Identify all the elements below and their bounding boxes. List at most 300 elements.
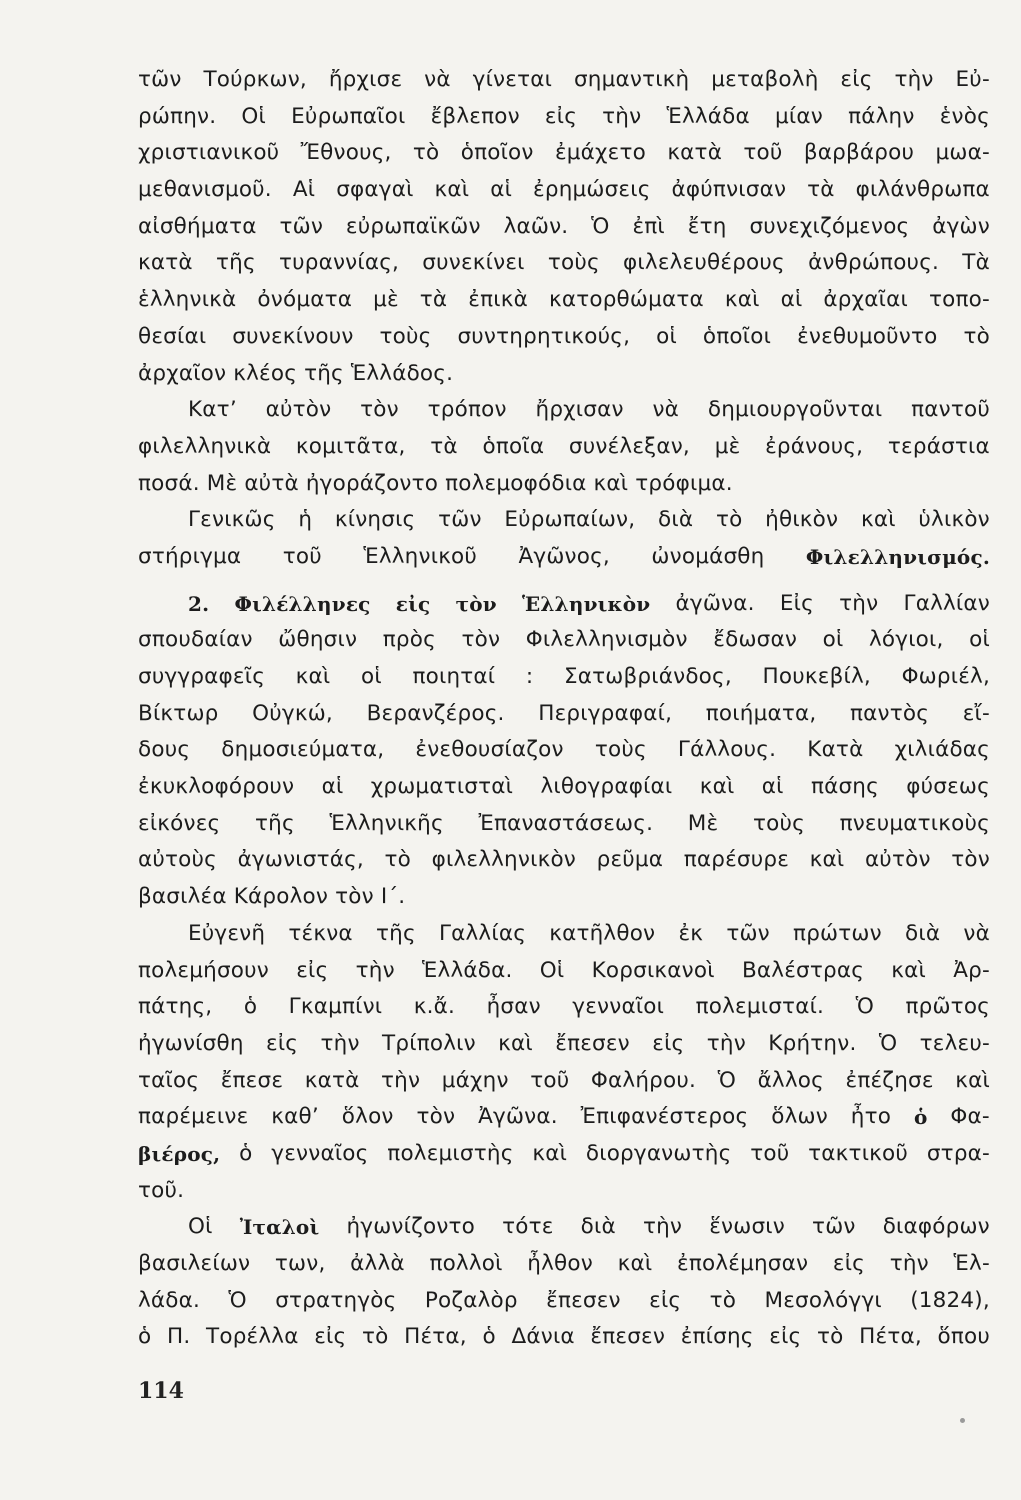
- word: εἰς: [395, 591, 431, 616]
- word: ὑλικὸν: [918, 507, 990, 533]
- word: αὐτὸν: [265, 397, 332, 423]
- word: σημαντικὴ: [573, 67, 690, 92]
- word: Κατ’: [188, 397, 237, 423]
- word: τοὺς: [379, 323, 432, 349]
- word: τὸ: [715, 507, 743, 533]
- word: αἱ: [780, 287, 803, 313]
- word: Ἀγῶνα.: [478, 1104, 558, 1130]
- word: φιλελληνικὰ: [138, 433, 272, 459]
- word: καὶ: [860, 507, 896, 533]
- word: ποιήματα,: [705, 700, 817, 726]
- word: Γαλλίας: [438, 920, 527, 946]
- word: στρα-: [926, 1140, 990, 1166]
- word: τῆς: [375, 920, 416, 946]
- word: Ἑλ-: [953, 1251, 990, 1276]
- word: Μὲ: [206, 470, 238, 496]
- word: ὁ: [239, 1140, 253, 1166]
- word: εἰς: [314, 1324, 347, 1350]
- word: διοργανωτὴς: [585, 1140, 732, 1166]
- word: νὰ: [652, 397, 680, 423]
- word: ἐπολέμησαν: [677, 1251, 809, 1276]
- word: εἰς: [832, 1251, 866, 1276]
- word: ἑνὸς: [939, 103, 990, 129]
- text-line: [138, 1136, 990, 1173]
- word: τῶν: [279, 213, 324, 239]
- word: τὰ: [430, 433, 458, 459]
- word: ἔπεσεν: [590, 1324, 666, 1350]
- word: κατὰ: [667, 140, 723, 166]
- text-line: [138, 1246, 990, 1283]
- word: μεταβολὴ: [711, 67, 819, 92]
- word: Οὐγκώ,: [252, 700, 333, 726]
- word: πολεμήσουν: [138, 957, 269, 983]
- word: τὸν: [416, 1104, 456, 1130]
- word: ὅπου: [937, 1324, 990, 1350]
- word: τὴν: [894, 67, 934, 92]
- text-line: [138, 135, 990, 172]
- word: ἀλλὰ: [350, 1251, 405, 1276]
- word: κ.ἄ.: [413, 994, 456, 1020]
- text-line: [138, 539, 990, 576]
- word: Οἱ: [539, 957, 565, 983]
- word: καὶ: [617, 1251, 653, 1276]
- word: Ἐπαναστάσεως.: [478, 810, 654, 836]
- word: Μὲ: [687, 810, 719, 836]
- word: πολεμισταί.: [695, 994, 825, 1020]
- word: κλέος: [233, 360, 298, 386]
- word: ἠγωνίσθη: [138, 1030, 244, 1056]
- word: πολλοὶ: [429, 1251, 503, 1276]
- word: μάχην: [441, 1067, 509, 1093]
- text-line: [138, 466, 990, 503]
- word: βαρβάρου: [803, 140, 915, 166]
- text-line: [138, 1063, 990, 1100]
- word: τοῦ: [743, 140, 783, 166]
- word: οἱ: [822, 627, 844, 653]
- word: καθ’: [271, 1104, 319, 1130]
- word: Περιγραφαί,: [538, 700, 673, 726]
- word: εἰς: [544, 103, 578, 129]
- word: τέκνα: [288, 920, 353, 946]
- word: (1824),: [910, 1287, 990, 1313]
- word: καὶ: [809, 847, 845, 873]
- text-line: [138, 502, 990, 539]
- word: Ὁ: [228, 1287, 247, 1313]
- word: εἰς: [266, 1030, 299, 1056]
- word: ἔπεσεν: [546, 1287, 621, 1313]
- word: πολεμιστὴς: [387, 1140, 514, 1166]
- word: ἀρχαῖον: [138, 360, 227, 386]
- word: Σατωβριάνδος,: [563, 664, 732, 689]
- text-line: [138, 879, 990, 916]
- word: χρωματισταὶ: [370, 774, 514, 800]
- word: πρῶτος: [905, 994, 990, 1020]
- word: Ροζαλὸρ: [424, 1287, 518, 1313]
- word: πρώτων: [793, 920, 882, 946]
- word: Βερανζέρος.: [366, 700, 505, 726]
- word: Ὁ: [855, 994, 874, 1020]
- word: αἰσθήματα: [138, 213, 257, 239]
- word: τὴν: [889, 1251, 929, 1276]
- word: τοῦ: [282, 543, 322, 569]
- word: Αἱ: [292, 177, 316, 203]
- page-number: 114: [138, 1378, 184, 1404]
- word: Φωριέλ,: [901, 664, 990, 689]
- word: Εἰς: [779, 590, 814, 616]
- word: πρὸς: [382, 627, 436, 653]
- word: Ἀγῶνος,: [518, 543, 610, 569]
- word: θεσίαι: [138, 323, 207, 349]
- word: ὅλων: [771, 1104, 828, 1130]
- word: οἱ: [969, 627, 990, 653]
- word: ἠγωνίζοντο: [346, 1214, 476, 1240]
- word: τρόπον: [427, 397, 507, 423]
- text-line: [138, 1099, 990, 1136]
- word: ἐκ: [678, 920, 704, 946]
- word: ἠγοράζοντο: [305, 470, 439, 496]
- word: τακτικοῦ: [808, 1140, 909, 1166]
- word: βιέρος,: [138, 1141, 221, 1166]
- word: τὴν: [706, 1030, 746, 1056]
- word: καὶ: [532, 1140, 568, 1166]
- word: ἐμάχετο: [554, 140, 646, 166]
- word: νὰ: [424, 67, 451, 92]
- word: τὸ: [412, 140, 440, 166]
- word: τὸν: [455, 591, 497, 616]
- word: αἱ: [761, 774, 784, 800]
- word: χριστιανικοῦ: [138, 140, 280, 166]
- word: πάτης,: [138, 994, 213, 1020]
- word: ἀγωνιστάς,: [237, 847, 364, 873]
- word: ὁ: [914, 1105, 928, 1130]
- word: ἐράνους,: [765, 433, 864, 459]
- text-line: [138, 62, 990, 99]
- word: Οἱ: [241, 103, 267, 129]
- word: τότε: [502, 1214, 554, 1240]
- word: Εὐρωπαῖοι: [291, 103, 406, 129]
- word: καὶ: [891, 957, 927, 983]
- word: τοῦ: [750, 1140, 790, 1166]
- text-line: [138, 1319, 990, 1356]
- word: τρόφιμα.: [635, 470, 733, 496]
- word: λάδα.: [138, 1287, 201, 1313]
- word: ἀγῶνα.: [675, 590, 755, 616]
- word: δημοσιεύματα,: [221, 737, 385, 763]
- word: γενναῖοι: [572, 994, 665, 1020]
- scan-speck: [960, 1418, 965, 1423]
- word: Ἑλληνικὸν: [522, 591, 651, 616]
- word: ὤθησιν: [278, 627, 358, 653]
- word: Ὁ: [591, 213, 610, 239]
- word: εἰς: [769, 1324, 802, 1350]
- word: Κρήτην.: [768, 1030, 857, 1056]
- word: δημιουργοῦνται: [707, 397, 883, 423]
- word: τὰ: [807, 177, 835, 203]
- word: καὶ: [593, 470, 629, 496]
- text-line: [138, 622, 990, 659]
- word: ἐκυκλοφόρουν: [138, 774, 295, 800]
- word: κατὰ: [138, 250, 193, 276]
- word: Φιλελληνισμὸν: [525, 627, 688, 653]
- word: Ἀρ-: [953, 957, 990, 983]
- word: τὴν: [642, 1214, 683, 1240]
- word: οἱ: [361, 664, 382, 689]
- word: Φαλήρου.: [590, 1067, 697, 1093]
- word: ἤρχισε: [328, 67, 403, 92]
- word: Βίκτωρ: [138, 700, 219, 726]
- word: ὁ: [482, 1324, 496, 1350]
- word: πάσης: [810, 774, 879, 800]
- word: διὰ: [904, 920, 941, 946]
- text-line: [138, 209, 990, 246]
- word: ἐπικὰ: [468, 287, 528, 313]
- word: βασιλείων: [138, 1251, 251, 1276]
- word: ἔπεσεν: [555, 1030, 630, 1056]
- word: ἄλλος: [757, 1067, 824, 1093]
- word: Γαλλίαν: [903, 590, 990, 616]
- word: ἀγὼν: [932, 213, 990, 239]
- word: Ἰταλοὶ: [239, 1215, 320, 1240]
- word: τὸ: [817, 1324, 844, 1350]
- word: τυραννίας,: [278, 250, 400, 276]
- word: μωα-: [935, 140, 990, 166]
- word: παντοῦ: [911, 397, 990, 423]
- word: λαῶν.: [503, 213, 569, 239]
- word: Ι΄.: [380, 884, 406, 910]
- word: εὐρωπαϊκῶν: [345, 213, 481, 239]
- word: ὁ: [138, 1324, 152, 1350]
- word: γίνεται: [472, 67, 553, 92]
- word: Τρίπολιν: [382, 1030, 476, 1056]
- text-line: [138, 1026, 990, 1063]
- word: εἰς: [840, 67, 873, 92]
- word: :: [525, 664, 534, 689]
- word: Εὐρωπαίων,: [504, 507, 636, 533]
- word: τὸν: [461, 627, 501, 653]
- word: καὶ: [295, 664, 331, 689]
- word: ἐπέζησε: [845, 1067, 934, 1093]
- word: ποιηταί: [412, 664, 496, 689]
- word: τὸ: [709, 1287, 737, 1313]
- word: εἰς: [649, 1287, 682, 1313]
- word: ἐνεθουσίαζον: [415, 737, 564, 763]
- text-line: [138, 429, 990, 466]
- word: τὴν: [381, 1067, 421, 1093]
- word: φιλελληνικὸν: [431, 847, 577, 873]
- word: συνεκίνουν: [232, 323, 354, 349]
- word: συνεκίνει: [422, 250, 525, 276]
- word: τὸ: [361, 1324, 389, 1350]
- word: τοῦ: [530, 1067, 570, 1093]
- word: τὸ: [384, 847, 412, 873]
- word: ἦσαν: [486, 994, 541, 1020]
- word: Κορσικανοὶ: [591, 957, 715, 983]
- word: παντὸς: [850, 700, 930, 726]
- word: τῆς: [255, 810, 295, 836]
- word: τῶν: [138, 67, 182, 92]
- word: εἰς: [296, 957, 329, 983]
- word: ἐπίσης: [680, 1324, 754, 1350]
- word: Ἑλλάδα: [666, 103, 750, 129]
- word: ἔδωσαν: [713, 627, 798, 653]
- word: τὸν: [335, 884, 374, 910]
- word: ἤρχισαν: [535, 397, 624, 423]
- word: τοὺς: [594, 737, 647, 763]
- word: σπουδαίαν: [138, 627, 253, 653]
- word: κατορθώματα: [548, 287, 704, 313]
- word: εἴ-: [962, 700, 990, 726]
- word: παρέσυρε: [683, 847, 790, 873]
- word: τὸν: [951, 847, 990, 873]
- word: ἐπὶ: [632, 213, 665, 239]
- text-line: [138, 732, 990, 769]
- word: ὁποῖον: [460, 140, 534, 166]
- word: Κάρολον: [233, 884, 329, 910]
- word: λόγιοι,: [869, 627, 944, 653]
- word: νὰ: [963, 920, 990, 946]
- word: αὐτοὺς: [138, 847, 217, 873]
- word: Εὐ-: [955, 67, 990, 92]
- body-text: [138, 62, 990, 1356]
- text-line: [138, 99, 990, 136]
- text-line: [138, 1283, 990, 1320]
- word: Ἑλληνικοῦ: [363, 543, 478, 569]
- word: χιλιάδας: [894, 737, 990, 763]
- word: Ἔθνους,: [300, 140, 392, 166]
- text-line: [138, 806, 990, 843]
- word: πολεμοφόδια: [445, 470, 587, 496]
- word: στήριγμα: [138, 543, 242, 569]
- word: ἔβλεπον: [430, 103, 520, 129]
- word: Φιλέλληνες: [234, 591, 371, 616]
- word: Φα-: [950, 1104, 990, 1130]
- text-line: [138, 586, 990, 623]
- word: εἰκόνες: [138, 810, 221, 836]
- word: τὴν: [355, 957, 395, 983]
- word: φύσεως: [906, 774, 990, 800]
- word: λιθογραφίαι: [540, 774, 673, 800]
- word: ἀνθρώπους.: [808, 250, 940, 276]
- text-line: [138, 282, 990, 319]
- word: ὁ: [243, 994, 258, 1020]
- word: μὲ: [714, 433, 741, 459]
- word: ἠθικὸν: [765, 507, 839, 533]
- word: ὀνόματα: [257, 287, 353, 313]
- text-line: [138, 1173, 990, 1210]
- word: Οἱ: [188, 1214, 213, 1240]
- word: τὸν: [360, 397, 399, 423]
- word: καὶ: [434, 177, 470, 203]
- word: παρέμεινε: [138, 1104, 249, 1130]
- word: διαφόρων: [882, 1214, 990, 1240]
- word: βασιλέα: [138, 884, 227, 910]
- word: ρεῦμα: [596, 847, 664, 873]
- text-line: [138, 245, 990, 282]
- word: 2.: [188, 591, 210, 616]
- word: πνευματικοὺς: [839, 810, 990, 836]
- word: εἰς: [652, 1030, 685, 1056]
- word: ἦτο: [850, 1104, 892, 1130]
- word: ἦλθον: [527, 1251, 593, 1276]
- word: συγγραφεῖς: [138, 664, 266, 689]
- word: τῶν: [726, 920, 770, 946]
- word: Μεσολόγγι: [764, 1287, 882, 1313]
- word: ἀρχαῖαι: [823, 287, 908, 313]
- word: τὰ: [419, 287, 448, 313]
- text-line: [138, 916, 990, 953]
- word: Ἑλληνικῆς: [329, 810, 444, 836]
- word: κομιτᾶτα,: [295, 433, 406, 459]
- word: φιλελευθέρους: [623, 250, 785, 276]
- word: Δάνια: [511, 1324, 575, 1350]
- word: καὶ: [955, 1067, 990, 1093]
- word: ταῖος: [138, 1067, 200, 1093]
- word: στρατηγὸς: [275, 1287, 397, 1313]
- word: συντηρητικούς,: [457, 323, 631, 349]
- word: καὶ: [699, 774, 735, 800]
- word: Ὁ: [717, 1067, 737, 1093]
- text-line: [138, 1209, 990, 1246]
- paragraph-gap: [138, 576, 990, 586]
- word: ἔτη: [687, 213, 727, 239]
- word: τῆς: [304, 360, 344, 386]
- word: ἕνωσιν: [709, 1214, 785, 1240]
- word: Τὰ: [962, 250, 990, 276]
- word: τοῦ.: [138, 1177, 185, 1203]
- word: γενναῖος: [271, 1140, 369, 1166]
- word: Γκαμπίνι: [288, 994, 383, 1020]
- word: διὰ: [658, 507, 694, 533]
- word: Τούρκων,: [203, 67, 307, 92]
- word: συνέλεξαν,: [568, 433, 690, 459]
- word: Πουκεβίλ,: [762, 664, 871, 689]
- word: αἱ: [490, 177, 513, 203]
- word: Πέτα,: [859, 1324, 922, 1350]
- word: τῶν: [812, 1214, 856, 1240]
- word: ἔπεσε: [220, 1067, 284, 1093]
- word: σφαγαὶ: [336, 177, 414, 203]
- word: κατὰ: [304, 1067, 360, 1093]
- word: Ἑλλάδος.: [350, 360, 454, 386]
- text-line: [138, 319, 990, 356]
- word: ποσά.: [138, 470, 200, 496]
- word: αὐτὰ: [244, 470, 299, 496]
- word: τὸ: [963, 323, 990, 349]
- word: τὴν: [320, 1030, 360, 1056]
- word: ἐρημώσεις: [533, 177, 651, 203]
- word: Φιλελληνισμός.: [805, 544, 990, 569]
- word: Π.: [166, 1324, 191, 1350]
- word: Εὐγενῆ: [188, 920, 266, 946]
- word: ὅλον: [341, 1104, 394, 1130]
- word: πάλην: [848, 103, 915, 129]
- word: διὰ: [580, 1214, 616, 1240]
- text-line: [138, 842, 990, 879]
- word: ἐνεθυμοῦντο: [797, 323, 938, 349]
- word: Γάλλους.: [677, 737, 777, 763]
- word: φιλάνθρωπα: [855, 177, 990, 203]
- word: ἡ: [298, 507, 313, 533]
- word: καὶ: [724, 287, 760, 313]
- text-line: [138, 989, 990, 1026]
- word: ἑλληνικὰ: [138, 287, 237, 313]
- word: μίαν: [775, 103, 823, 129]
- word: αἱ: [321, 774, 344, 800]
- word: Ὁ: [878, 1030, 898, 1056]
- word: καὶ: [498, 1030, 533, 1056]
- word: τὴν: [602, 103, 642, 129]
- text-line: [138, 769, 990, 806]
